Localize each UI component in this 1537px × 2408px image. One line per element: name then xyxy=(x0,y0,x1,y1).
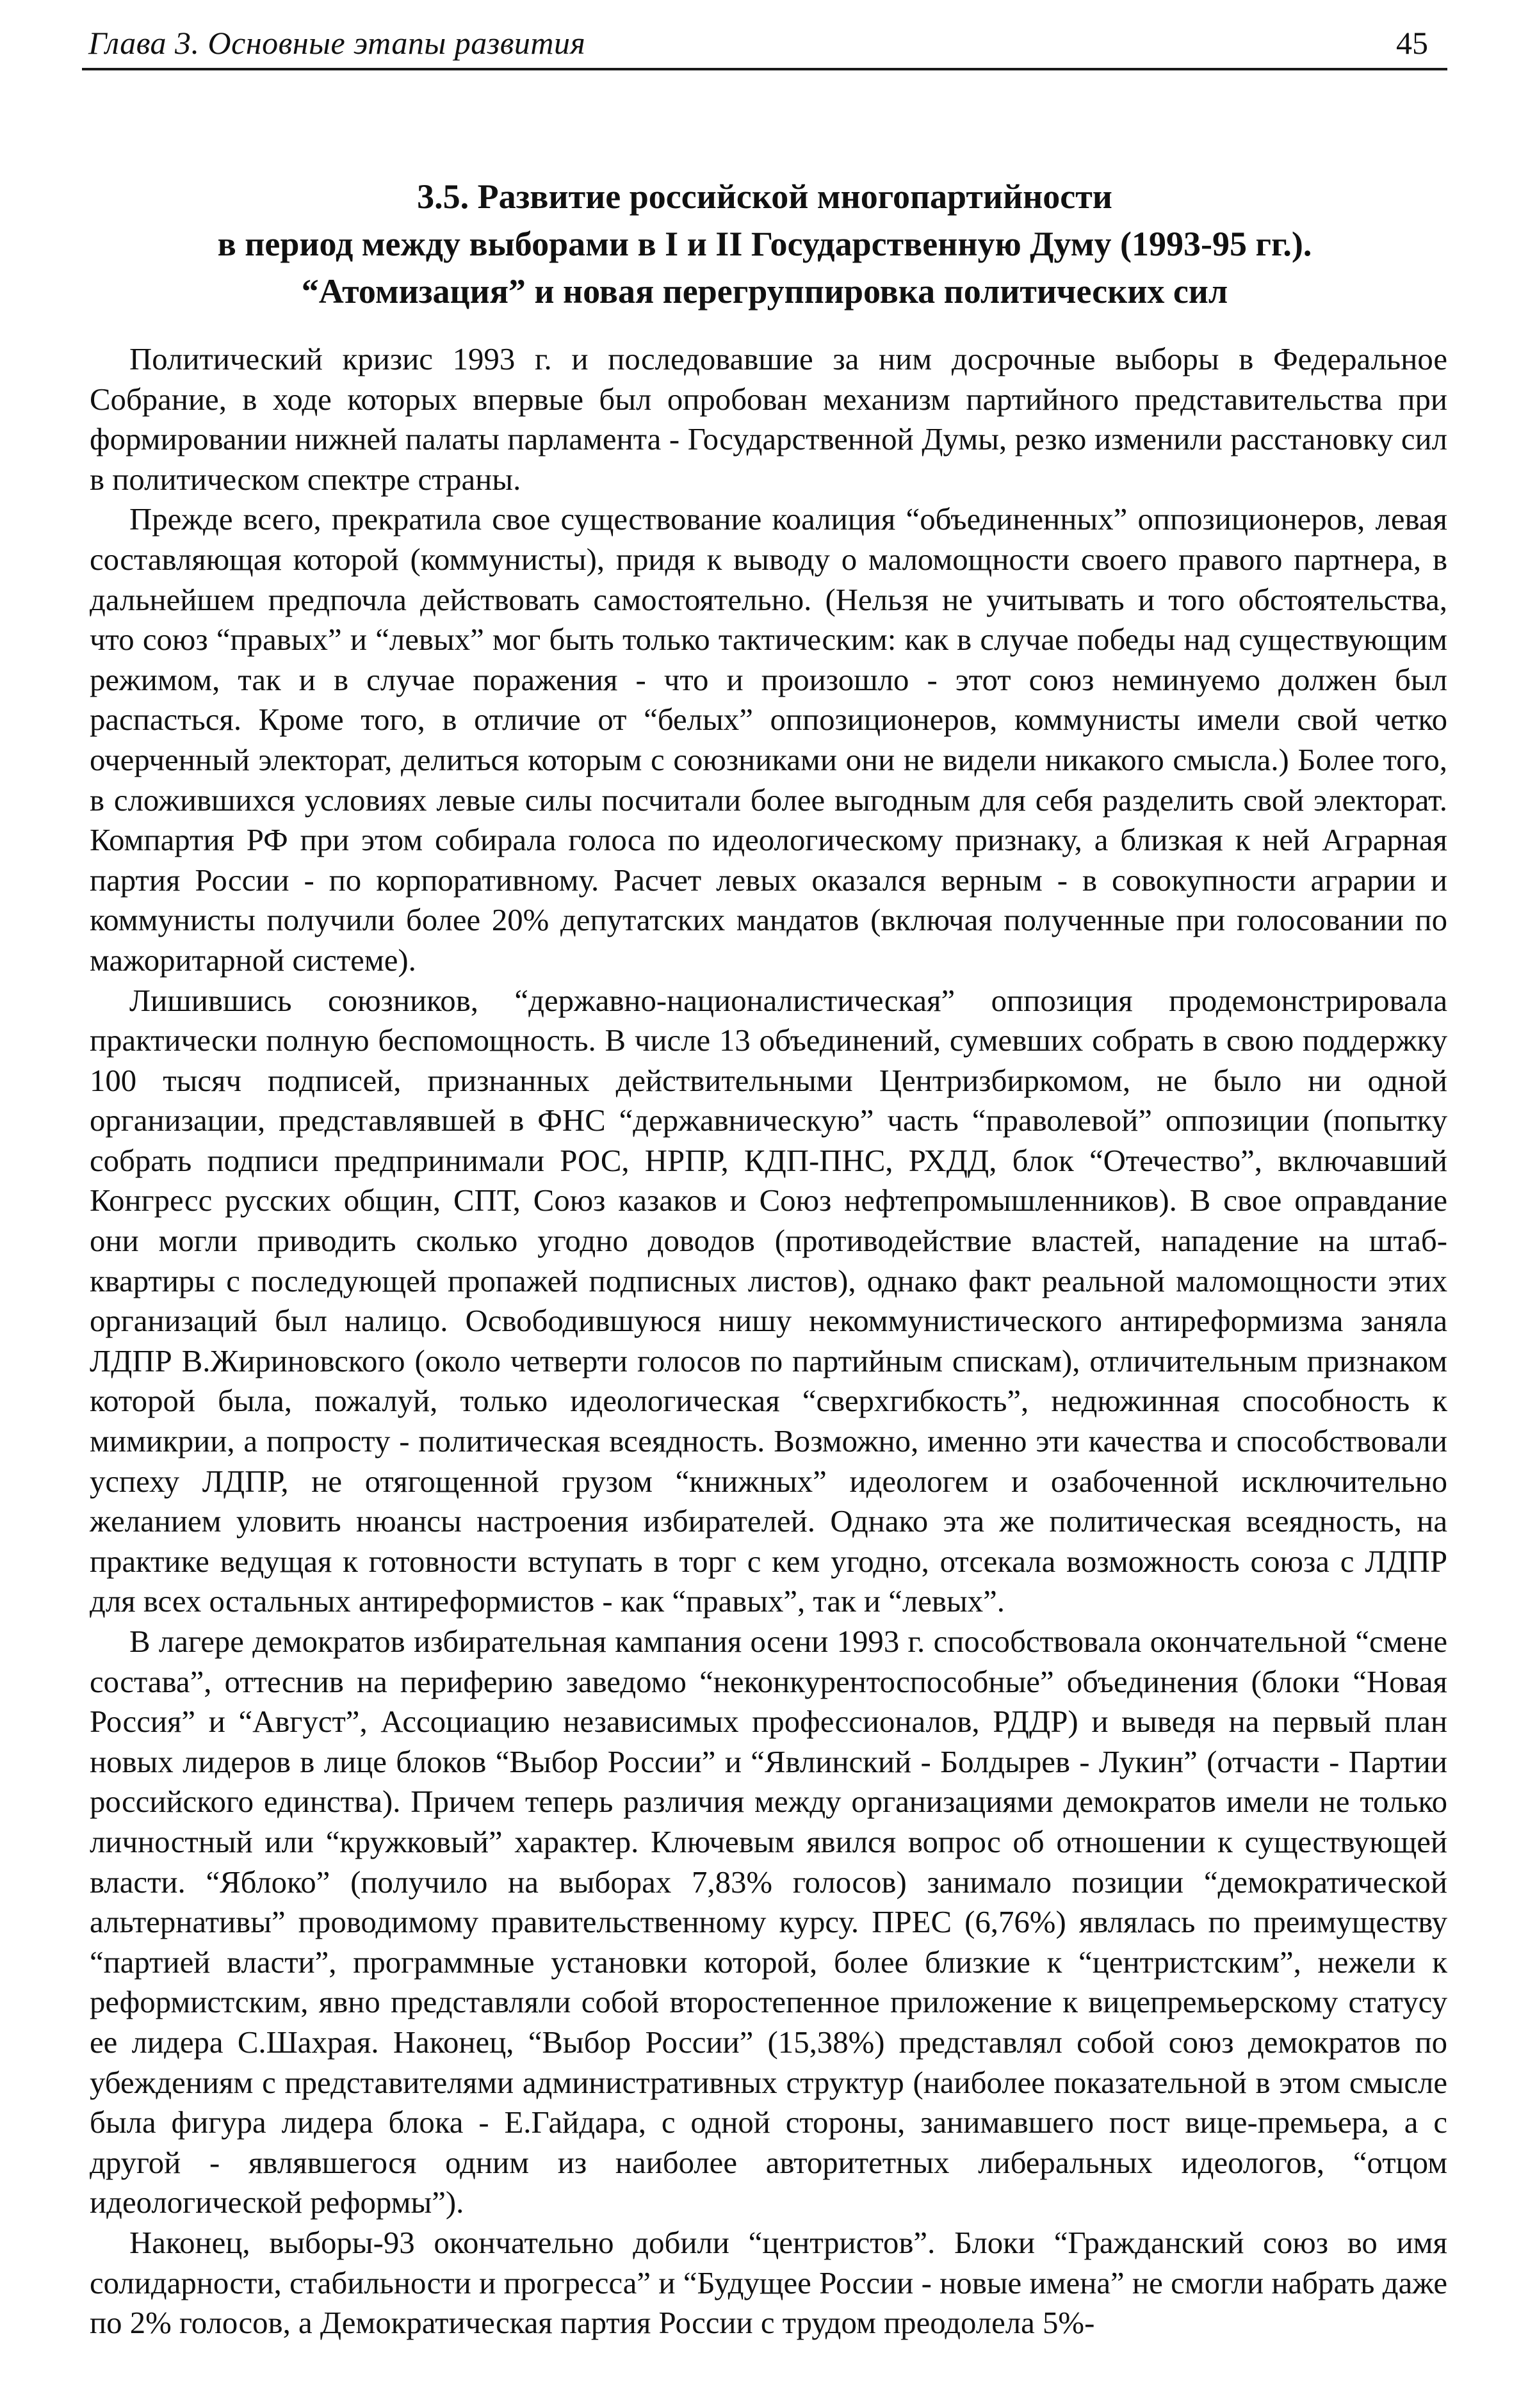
section-title-line: “Атомизация” и новая перегруппировка политических сил xyxy=(301,272,1228,311)
paragraph: Прежде всего, прекратила свое существование коалиция “объединенных” оппозиционеров, левая составляющая которой (коммунисты), придя к выводу о маломощности своего правого партнера, в дальнейшем предпочла действовать самостоятельно. (Нельзя не учитывать и того обстоятельства, что союз “правых” и “левых” мог быть только тактическим: как в случае победы над существующим режимом, так и в случае поражения - что и произошло - этот союз неминуемо должен был распасться. Кроме того, в отличие от “белых” оппозиционеров, коммунисты имели свой четко очерченный электорат, делиться которым с союзниками они не видели никакого смысла.) Более того, в сложившихся условиях левые силы посчитали более выгодным для себя разделить свой электорат. Компартия РФ при этом собирала голоса по идеологическому признаку, а близкая к ней Аграрная партия России - по корпоративному. Расчет левых оказался верным - в совокупности аграрии и коммунисты получили более 20% депутатских мандатов (включая полученные при голосовании по мажоритарной системе). xyxy=(90,502,1447,978)
body-text xyxy=(90,339,1447,2343)
paragraph: Наконец, выборы-93 окончательно добили “центристов”. Блоки “Гражданский союз во имя солидарности, стабильности и прогресса” и “Будущее России - новые имена” не смогли набрать даже по 2% голосов, а Демократическая партия России с трудом преодолела 5%- xyxy=(90,2225,1447,2341)
running-header xyxy=(82,19,1447,70)
paragraph: В лагере демократов избирательная кампания осени 1993 г. способствовала окончательной “смене состава”, оттеснив на периферию заведомо “неконкурентоспособные” объединения (блоки “Новая Россия” и “Август”, Ассоциацию независимых профессионалов, РДДР) и выведя на первый план новых лидеров в лице блоков “Выбор России” и “Явлинский - Болдырев - Лукин” (отчасти - Партии российского единства). Причем теперь различия между организациями демократов имели не только личностный или “кружковый” характер. Ключевым явился вопрос об отношении к существующей власти. “Яблоко” (получило на выборах 7,83% голосов) занимало позиции “демократической альтернативы” проводимому правительственному курсу. ПРЕС (6,76%) являлась по преимуществу “партией власти”, программные установки которой, более близкие к “центристским”, нежели к реформистским, явно представляли собой второстепенное приложение к вицепремьерскому статусу ее лидера С.Шахрая. Наконец, “Выбор России” (15,38%) представлял собой союз демократов по убеждениям с представителями административных структур (наиболее показательной в этом смысле была фигура лидера блока - Е.Гайдара, с одной стороны, занимавшего пост вице-премьера, а с другой - являвшегося одним из наиболее авторитетных либеральных идеологов, “отцом идеологической реформы”). xyxy=(90,1624,1447,2220)
page-number: 45 xyxy=(1396,25,1428,61)
paragraph: Лишившись союзников, “державно-националистическая” оппозиция продемонстрировала практически полную беспомощность. В числе 13 объединений, сумевших собрать в свою поддержку 100 тысяч подписей, признанных действительными Центризбиркомом, не было ни одной организации, представлявшей в ФНС “державническую” часть “праволевой” оппозиции (попытку собрать подписи предпринимали РОС, НРПР, КДП-ПНС, РХДД, блок “Отечество”, включавший Конгресс русских общин, СПТ, Союз казаков и Союз нефтепромышленников). В свое оправдание они могли приводить сколько угодно доводов (противодействие властей, нападение на штаб-квартиры с последующей пропажей подписных листов), однако факт реальной маломощности этих организаций был налицо. Освободившуюся нишу некоммунистического антиреформизма заняла ЛДПР В.Жириновского (около четверти голосов по партийным спискам), отличительным признаком которой была, пожалуй, только идеологическая “сверхгибкость”, недюжинная способность к мимикрии, а попросту - политическая всеядность. Возможно, именно эти качества и способствовали успеху ЛДПР, не отягощенной грузом “книжных” идеологем и озабоченной исключительно желанием уловить нюансы настроения избирателей. Однако эта же политическая всеядность, на практике ведущая к готовности вступать в торг с кем угодно, отсекала возможность союза с ЛДПР для всех остальных антиреформистов - как “правых”, так и “левых”. xyxy=(90,983,1447,1619)
paragraph: Политический кризис 1993 г. и последовавшие за ним досрочные выборы в Федеральное Собрание, в ходе которых впервые был опробован механизм партийного представительства при формировании нижней палаты парламента - Государственной Думы, резко изменили расстановку сил в политическом спектре страны. xyxy=(90,342,1447,497)
section-title xyxy=(82,173,1447,315)
section-title-line: 3.5. Развитие российской многопартийности xyxy=(417,177,1112,216)
chapter-running-title: Глава 3. Основные этапы развития xyxy=(88,25,586,61)
section-title-line: в период между выборами в I и II Государственную Думу (1993-95 гг.). xyxy=(217,225,1312,263)
